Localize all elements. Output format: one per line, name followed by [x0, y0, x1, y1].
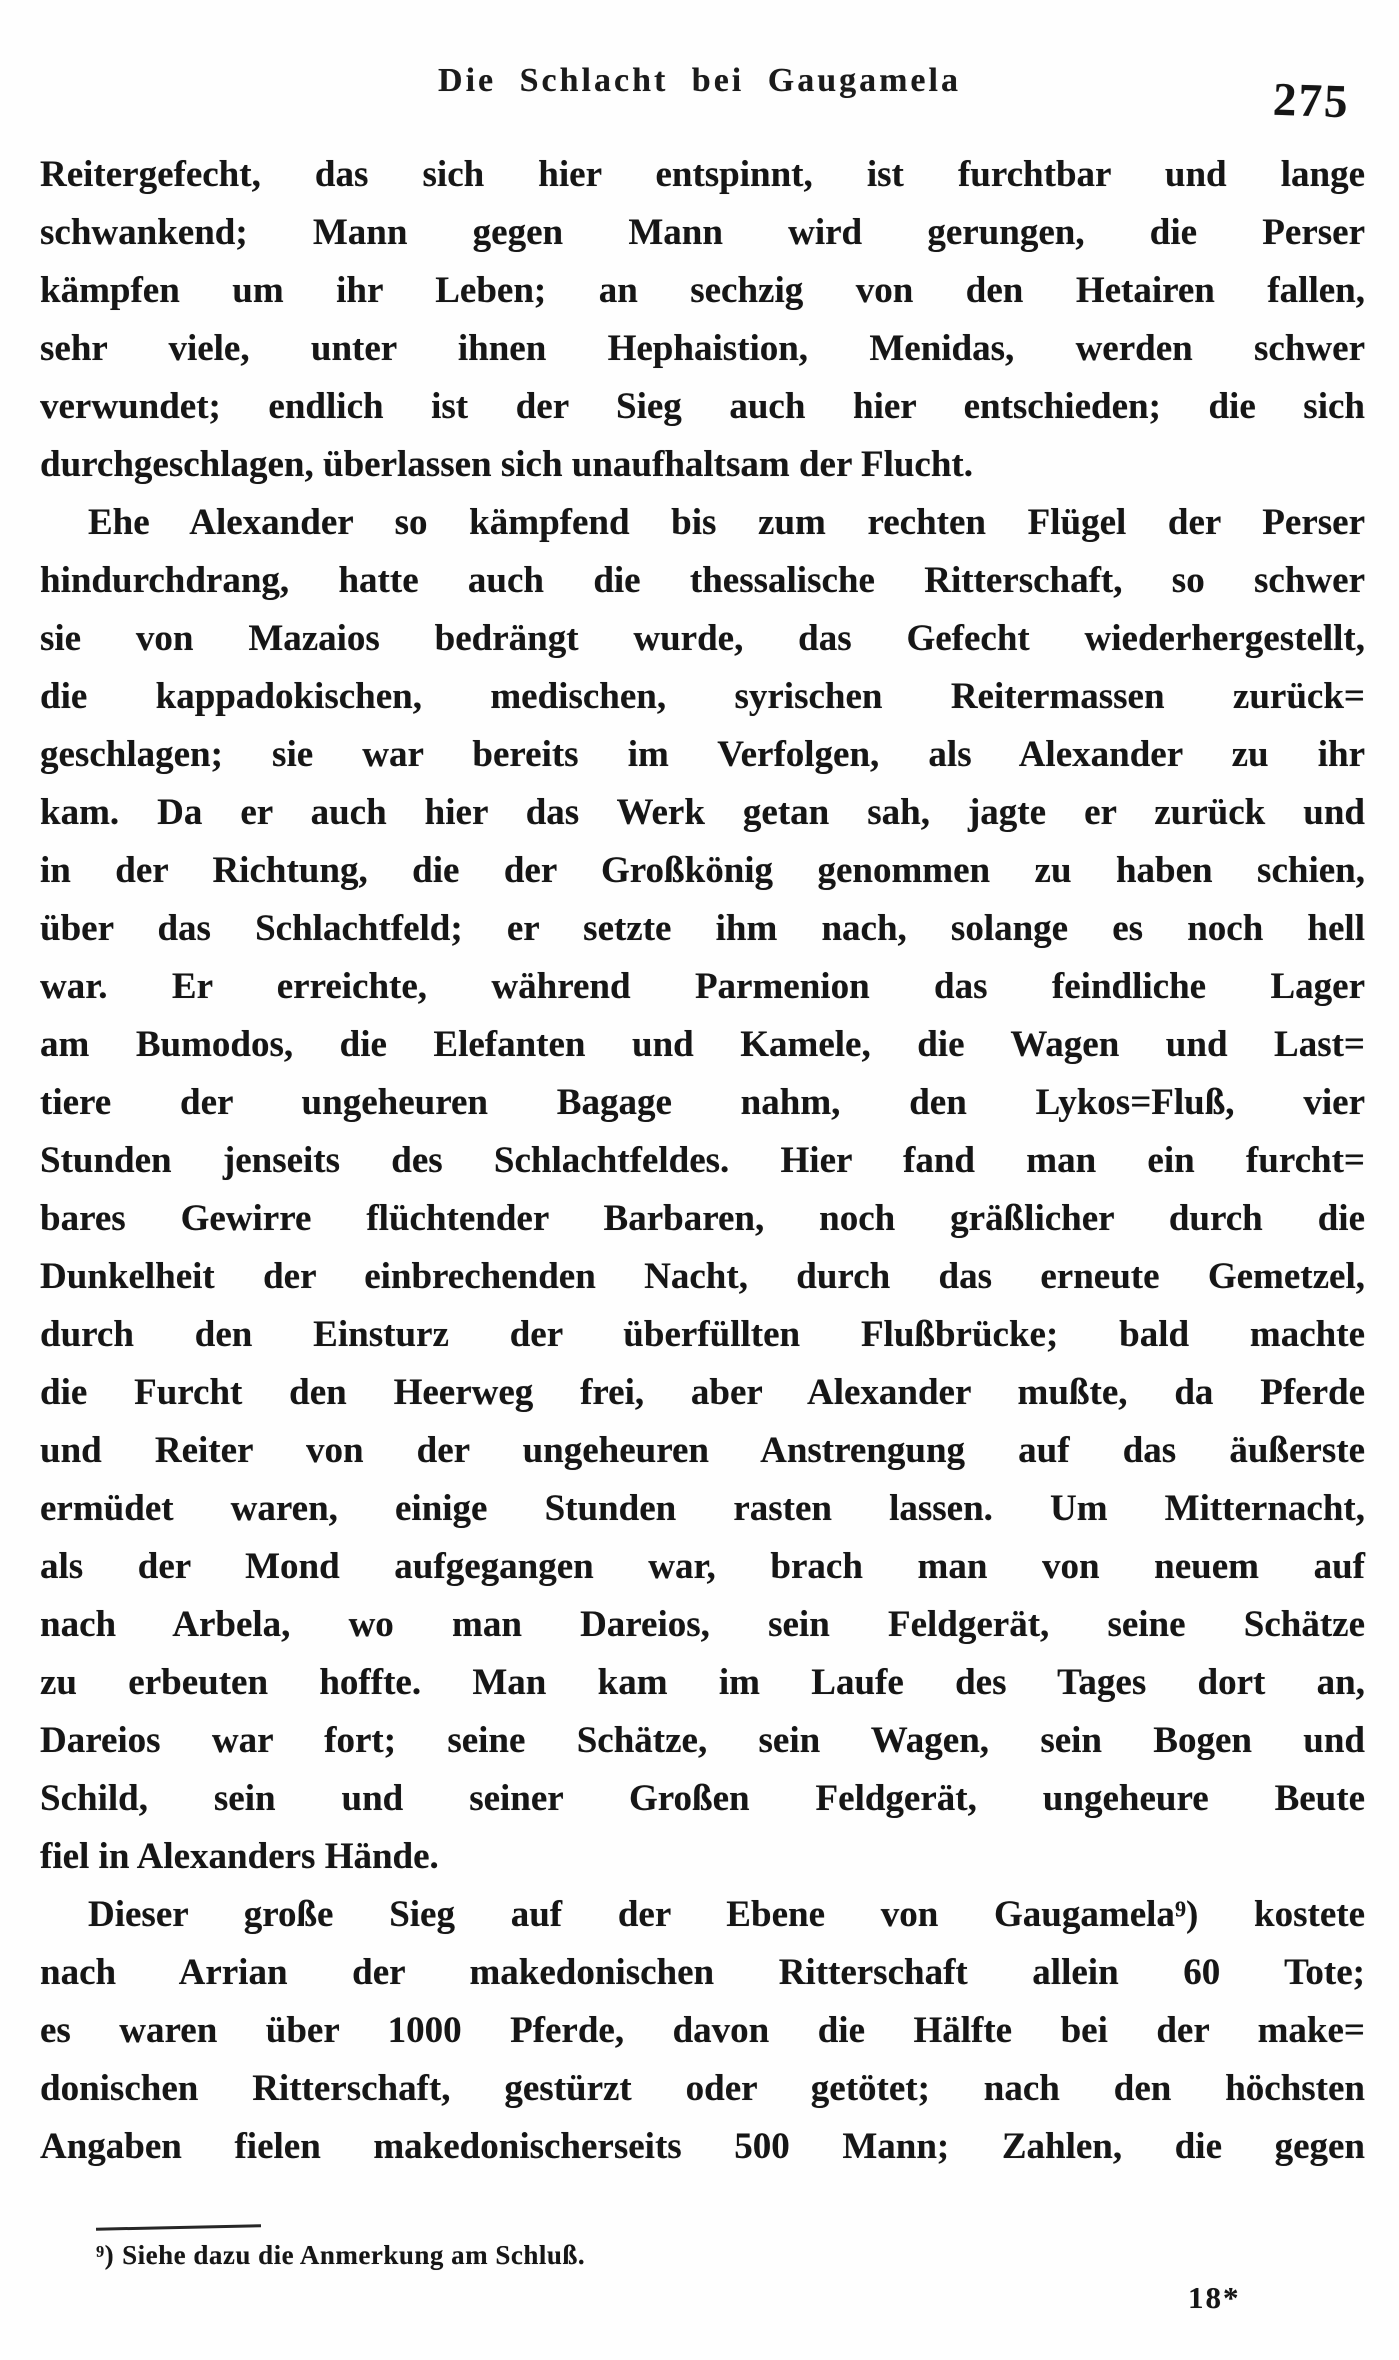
text-line: Dieser große Sieg auf der Ebene von Gaugamela⁹) kostete — [88, 1894, 1365, 1935]
text-line: geschlagen; sie war bereits im Verfolgen, als Alexander zu ihr — [40, 734, 1365, 775]
footnote-marker: ⁹) — [96, 2240, 115, 2270]
text-line: sehr viele, unter ihnen Hephaistion, Menidas, werden schwer — [40, 328, 1365, 369]
text-line: kämpfen um ihr Leben; an sechzig von den Hetairen fallen, — [40, 270, 1365, 311]
page-number: 275 — [1271, 73, 1350, 129]
text-line: war. Er erreichte, während Parmenion das feindliche Lager — [40, 966, 1365, 1007]
text-line: Angaben fielen makedonischerseits 500 Mann; Zahlen, die gegen — [40, 2126, 1365, 2167]
text-line: nach Arrian der makedonischen Ritterschaft allein 60 Tote; — [40, 1952, 1365, 1993]
text-line: sie von Mazaios bedrängt wurde, das Gefecht wiederhergestellt, — [40, 618, 1365, 659]
footnote — [96, 2240, 585, 2271]
text-line: Stunden jenseits des Schlachtfeldes. Hier fand man ein furcht= — [40, 1140, 1365, 1181]
text-line: schwankend; Mann gegen Mann wird gerungen, die Perser — [40, 212, 1365, 253]
text-line: durch den Einsturz der überfüllten Flußbrücke; bald machte — [40, 1314, 1365, 1355]
text-line: und Reiter von der ungeheuren Anstrengung auf das äußerste — [40, 1430, 1365, 1471]
text-line: hindurchdrang, hatte auch die thessalische Ritterschaft, so schwer — [40, 560, 1365, 601]
text-line: verwundet; endlich ist der Sieg auch hier entschieden; die sich — [40, 386, 1365, 427]
text-line: tiere der ungeheuren Bagage nahm, den Lykos=Fluß, vier — [40, 1082, 1365, 1123]
text-line: donischen Ritterschaft, gestürzt oder getötet; nach den höchsten — [40, 2068, 1365, 2109]
text-block — [40, 146, 1365, 2176]
footnote-text: Siehe dazu die Anmerkung am Schluß. — [122, 2240, 586, 2270]
chapter-title: Die Schlacht bei Gaugamela — [438, 62, 961, 99]
paragraph — [40, 494, 1365, 1886]
text-line: die kappadokischen, medischen, syrischen Reitermassen zurück= — [40, 676, 1365, 717]
footnote-rule — [96, 2224, 261, 2230]
text-line: es waren über 1000 Pferde, davon die Hälfte bei der make= — [40, 2010, 1365, 2051]
text-line: über das Schlachtfeld; er setzte ihm nach, solange es noch hell — [40, 908, 1365, 949]
text-line: bares Gewirre flüchtender Barbaren, noch gräßlicher durch die — [40, 1198, 1365, 1239]
text-line: Ehe Alexander so kämpfend bis zum rechten Flügel der Perser — [88, 502, 1365, 543]
text-line: zu erbeuten hoffte. Man kam im Laufe des Tages dort an, — [40, 1662, 1365, 1703]
text-line: Dunkelheit der einbrechenden Nacht, durch das erneute Gemetzel, — [40, 1256, 1365, 1297]
paragraph — [40, 146, 1365, 494]
text-line: fiel in Alexanders Hände. — [40, 1836, 439, 1877]
text-line: am Bumodos, die Elefanten und Kamele, die Wagen und Last= — [40, 1024, 1365, 1065]
text-line: Dareios war fort; seine Schätze, sein Wagen, sein Bogen und — [40, 1720, 1365, 1761]
text-line: Reitergefecht, das sich hier entspinnt, ist furchtbar und lange — [40, 154, 1365, 195]
text-line: die Furcht den Heerweg frei, aber Alexander mußte, da Pferde — [40, 1372, 1365, 1413]
paragraph — [40, 1886, 1365, 2176]
text-line: ermüdet waren, einige Stunden rasten lassen. Um Mitternacht, — [40, 1488, 1365, 1529]
text-line: nach Arbela, wo man Dareios, sein Feldgerät, seine Schätze — [40, 1604, 1365, 1645]
text-line: kam. Da er auch hier das Werk getan sah, jagte er zurück und — [40, 792, 1365, 833]
text-line: als der Mond aufgegangen war, brach man von neuem auf — [40, 1546, 1365, 1587]
running-header — [0, 62, 1399, 142]
text-line: in der Richtung, die der Großkönig genommen zu haben schien, — [40, 850, 1365, 891]
signature-mark: 18* — [1188, 2280, 1241, 2315]
text-line: durchgeschlagen, überlassen sich unaufhaltsam der Flucht. — [40, 444, 974, 485]
text-line: Schild, sein und seiner Großen Feldgerät, ungeheure Beute — [40, 1778, 1365, 1819]
